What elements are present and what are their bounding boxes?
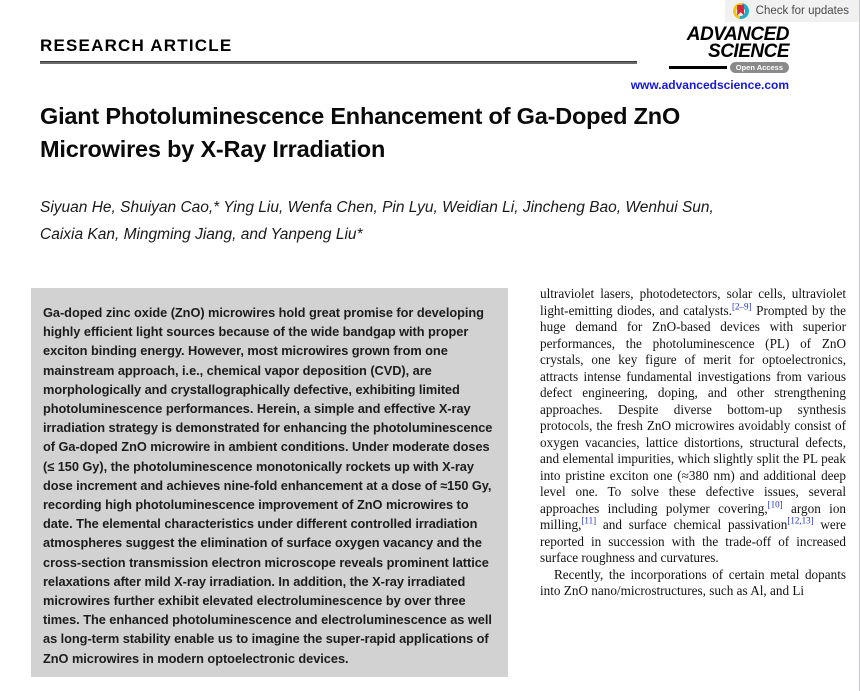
author-list: Siyuan He, Shuiyan Cao,* Ying Liu, Wenfa Chen, Pin Lyu, Weidian Li, Jincheng Bao, Wenhui Sun, Caixia Kan, Mingming Jiang, and Yanpeng Liu* <box>40 199 714 243</box>
abstract-text: Ga-doped zinc oxide (ZnO) microwires hold great promise for developing highly efficient light sources because of the wide bandgap with proper exciton binding energy. However, most microwires grown from one mainstream approach, i.e., chemical vapor deposition (CVD), are morphologically and crystallographically defective, exhibiting limited photoluminescence performances. Herein, a simple and effective X-ray irradiation strategy is demonstrated for enhancing the photoluminescence of Ga-doped ZnO microwire in ambient conditions. Under moderate doses (≤ 150 Gy), the photoluminescence monotonically rockets up with X-ray dose increment and achieves nine-fold enhancement at a dose of ≈150 Gy, recording high photoluminescence improvement of ZnO microwires to date. The elemental characteristics under different controlled irradiation atmospheres suggest the elimination of surface oxygen vacancy and the cross-section transmission electron microscope reveals prominent lattice relaxations after mild X-ray irradiation. In addition, the X-ray irradiated microwires further exhibit elevated electroluminescence by over three times. The enhanced photoluminescence and electroluminescence as well as long-term stability enable us to imagine the super-rapid applications of ZnO microwires in modern optoelectronic devices. <box>43 305 493 666</box>
header-rule <box>40 61 637 64</box>
open-access-badge: Open Access <box>730 62 789 73</box>
crossmark-icon <box>733 3 749 19</box>
page-title: Giant Photoluminescence Enhancement of Ga-Doped ZnO Microwires by X-Ray Irradiation <box>40 103 681 162</box>
check-for-updates-label: Check for updates <box>755 5 849 17</box>
intro-paragraph: Recently, the incorporations of certain metal dopants into ZnO nano/microstructures, such as Al, and Li <box>540 566 846 598</box>
logo-rule <box>599 62 789 73</box>
abstract-box <box>31 288 508 677</box>
journal-website-link[interactable]: www.advancedscience.com <box>630 78 789 92</box>
intro-paragraph: ultraviolet lasers, photodetectors, solar cells, ultraviolet light-emitting diodes, and catalysts.[2–9] Prompted by the huge demand for ZnO-based devices with superior performances, the photoluminescence (PL) of ZnO crystals, one key figure of merit for optoelectronics, attracts intense fundamental investigations from various defect engineering, doping, and other strengthening approaches. Despite diverse bottom-up synthesis protocols, the fresh ZnO microwires avoidably consist of oxygen vacancies, lattice distortions, structural defects, and elemental impurities, which slightly split the PL peak into pristine exciton one (≈380 nm) and additional deep level one. To solve these defective issues, several approaches including polymer covering,[10] argon ion milling,[11] and surface chemical passivation[12,13] were reported in succession with the trade-off of increased surface roughness and curvatures. <box>540 286 846 565</box>
journal-logo-line1: ADVANCED <box>686 24 789 45</box>
journal-logo-line2: SCIENCE <box>708 41 789 62</box>
citation-link[interactable]: [2–9] <box>731 301 752 312</box>
citation-link[interactable]: [11] <box>581 515 597 526</box>
introduction-column <box>540 286 846 691</box>
citation-link[interactable]: [10] <box>767 499 783 510</box>
article-type-kicker: RESEARCH ARTICLE <box>40 36 233 55</box>
check-for-updates-button[interactable] <box>725 0 859 22</box>
journal-logo <box>599 26 789 94</box>
citation-link[interactable]: [12,13] <box>787 515 814 526</box>
logo-rule-bar <box>669 66 727 69</box>
